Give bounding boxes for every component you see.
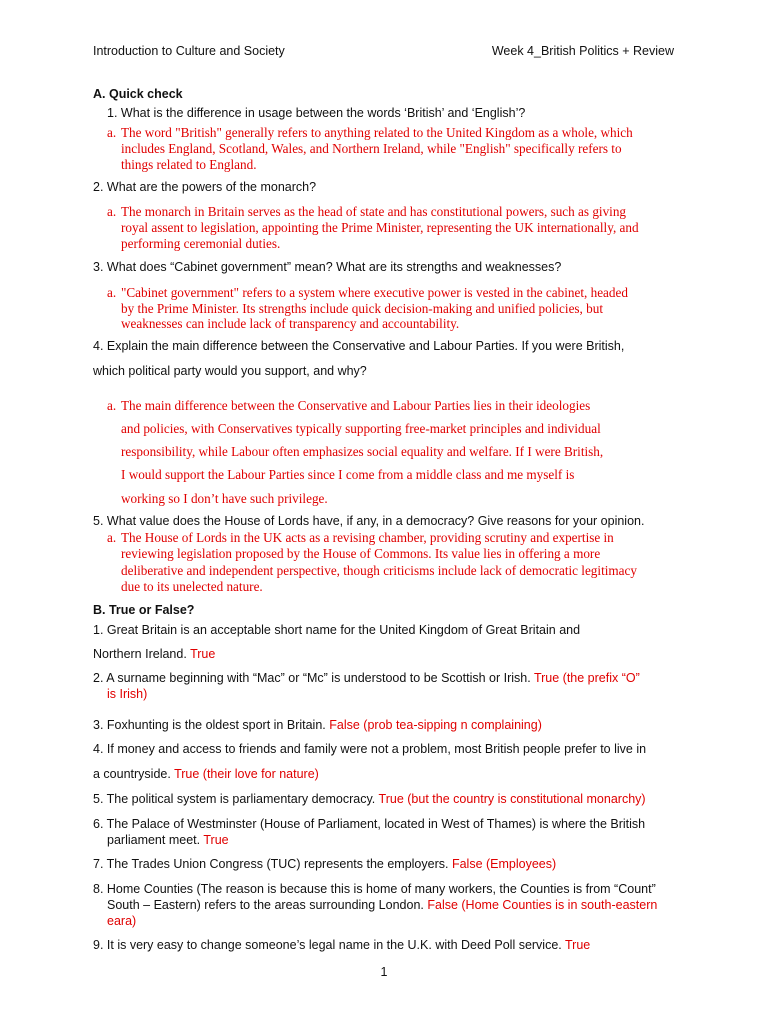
answer-2-line-2: royal assent to legislation, appointing the Prime Minister, representing the UK internationally, and (121, 220, 639, 235)
statement-4-line-1: 4. If money and access to friends and family were not a problem, most British people prefer to live in (93, 742, 647, 756)
statement-5-answer: True (but the country is constitutional monarchy) (378, 792, 646, 806)
answer-2-label: a. (107, 204, 117, 219)
statement-3 (93, 718, 542, 732)
header-week-title: Week 4_British Politics + Review (491, 44, 674, 58)
statement-5 (93, 792, 646, 806)
statement-1-answer: True (190, 647, 216, 661)
answer-1-label: a. (107, 125, 117, 140)
statement-9 (93, 938, 590, 952)
answer-4-label: a. (107, 398, 117, 413)
answer-1-line-3: things related to England. (121, 157, 257, 172)
statement-1-line-2 (93, 647, 215, 661)
answer-5-line-4: due to its unelected nature. (121, 579, 263, 594)
answer-4-line-5: working so I don’t have such privilege. (121, 491, 328, 506)
statement-6-line-2 (107, 833, 229, 847)
statement-3-answer: False (prob tea-sipping n complaining) (329, 718, 542, 732)
answer-5-label: a. (107, 530, 117, 545)
header-course-title: Introduction to Culture and Society (93, 44, 285, 58)
answer-4-line-2: and policies, with Conservatives typically supporting free-market principles and individual (121, 421, 601, 436)
page-number: 1 (380, 965, 388, 979)
answer-2-line-3: performing ceremonial duties. (121, 236, 281, 251)
answer-4-line-1: The main difference between the Conservative and Labour Parties lies in their ideologies (121, 398, 591, 413)
answer-3-line-2: by the Prime Minister. Its strengths include quick decision-making and unified policies, but (121, 301, 603, 316)
answer-3-line-1: "Cabinet government" refers to a system where executive power is vested in the cabinet, headed (121, 285, 628, 300)
statement-2-text: 2. A surname beginning with “Mac” or “Mc” is understood to be Scottish or Irish. (93, 671, 531, 685)
question-5: 5. What value does the House of Lords have, if any, in a democracy? Give reasons for your opinion. (93, 514, 645, 528)
statement-8-answer: False (Home Counties is in south-eastern (427, 898, 658, 912)
statement-5-text: 5. The political system is parliamentary democracy. (93, 792, 376, 806)
statement-6-answer: True (203, 833, 229, 847)
statement-1-line-1: 1. Great Britain is an acceptable short name for the United Kingdom of Great Britain and (93, 623, 581, 637)
answer-5-line-3: deliberative and independent perspective, though criticisms include lack of democratic legitimacy (121, 563, 637, 578)
statement-6-text: parliament meet. (107, 833, 201, 847)
answer-1-line-1: The word "British" generally refers to anything related to the United Kingdom as a whole, which (121, 125, 633, 140)
answer-1-line-2: includes England, Scotland, Wales, and Northern Ireland, while "English" specifically refers to (121, 141, 622, 156)
statement-9-text: 9. It is very easy to change someone’s legal name in the U.K. with Deed Poll service. (93, 938, 562, 952)
statement-2-line-1 (93, 671, 640, 685)
statement-2-answer: True (the prefix “O” (533, 671, 640, 685)
answer-5-line-1: The House of Lords in the UK acts as a revising chamber, providing scrutiny and expertise in (121, 530, 614, 545)
question-1: 1. What is the difference in usage between the words ‘British’ and ‘English’? (107, 106, 526, 120)
statement-4-answer: True (their love for nature) (174, 767, 319, 781)
statement-3-text: 3. Foxhunting is the oldest sport in Britain. (93, 718, 326, 732)
statement-4-text: a countryside. (93, 767, 171, 781)
question-4-line-1: 4. Explain the main difference between the Conservative and Labour Parties. If you were British, (93, 339, 625, 353)
statement-9-answer: True (565, 938, 591, 952)
question-3: 3. What does “Cabinet government” mean? What are its strengths and weaknesses? (93, 260, 562, 274)
question-4-line-2: which political party would you support, and why? (93, 364, 367, 378)
statement-8-answer-cont: eara) (107, 914, 137, 928)
statement-1-text: Northern Ireland. (93, 647, 187, 661)
question-2: 2. What are the powers of the monarch? (93, 180, 317, 194)
statement-7 (93, 857, 556, 871)
section-a-title: A. Quick check (93, 87, 183, 101)
statement-8-text: South – Eastern) refers to the areas surrounding London. (107, 898, 424, 912)
statement-6-line-1: 6. The Palace of Westminster (House of Parliament, located in West of Thames) is where the British (93, 817, 646, 831)
statement-4-line-2 (93, 767, 319, 781)
section-b-title: B. True or False? (93, 603, 195, 617)
statement-2-answer-cont: is Irish) (107, 687, 148, 701)
statement-8-line-1: 8. Home Counties (The reason is because this is home of many workers, the Counties is from “Count” (93, 882, 656, 896)
answer-3-line-3: weaknesses can include lack of transparency and accountability. (121, 316, 460, 331)
statement-8-line-2 (107, 898, 657, 912)
answer-4-line-3: responsibility, while Labour often emphasizes social equality and welfare. If I were British, (121, 444, 604, 459)
answer-3-label: a. (107, 285, 117, 300)
answer-4-line-4: I would support the Labour Parties since I come from a middle class and me myself is (121, 467, 575, 482)
answer-5-line-2: reviewing legislation proposed by the House of Commons. Its value lies in offering a more (121, 546, 601, 561)
statement-7-answer: False (Employees) (451, 857, 557, 871)
statement-7-text: 7. The Trades Union Congress (TUC) represents the employers. (93, 857, 449, 871)
answer-2-line-1: The monarch in Britain serves as the head of state and has constitutional powers, such as giving (121, 204, 627, 219)
